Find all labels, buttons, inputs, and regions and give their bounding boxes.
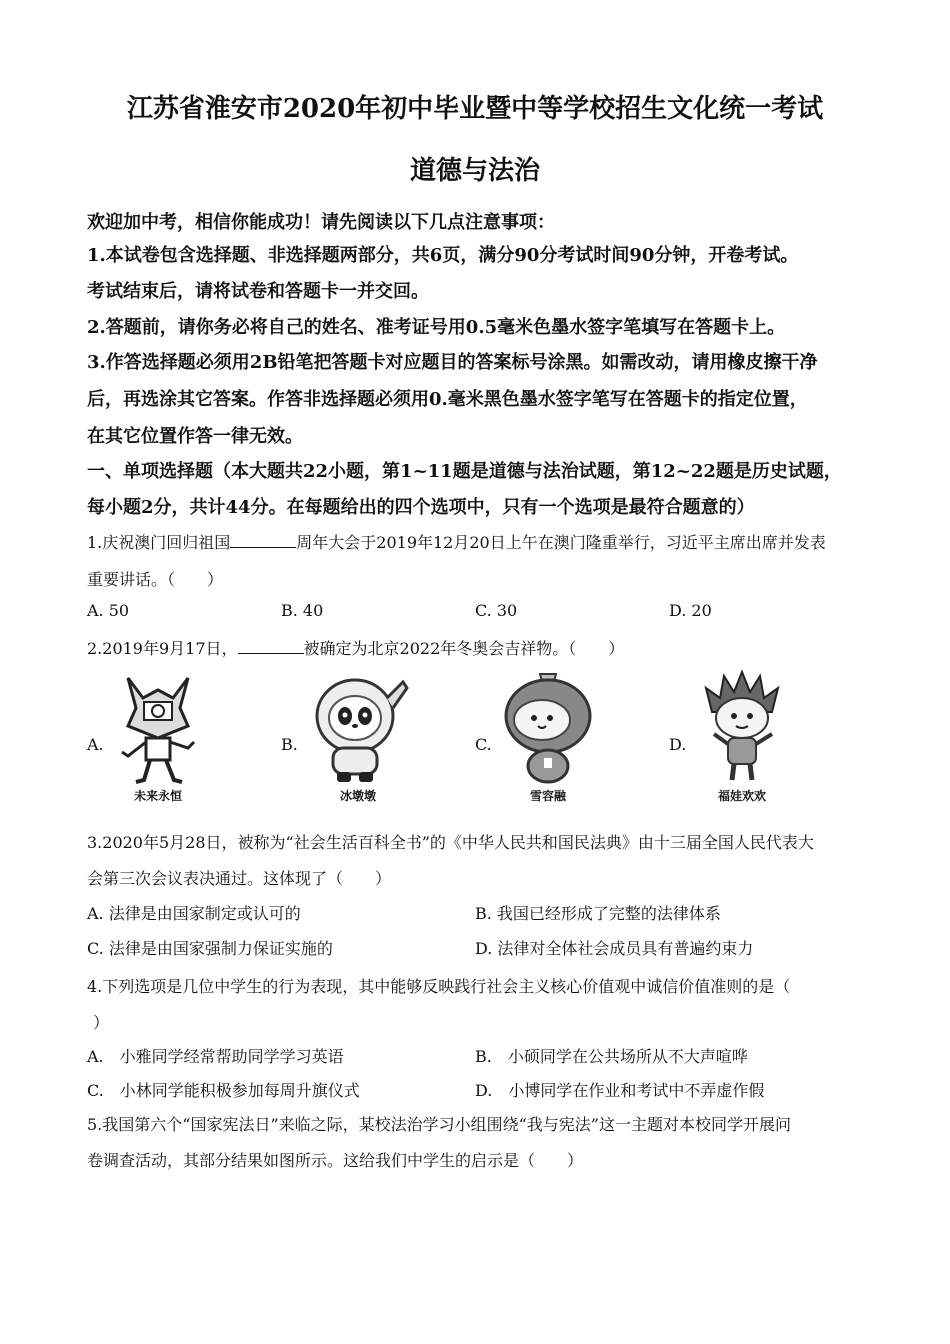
answer-blank bbox=[238, 639, 304, 654]
notice-item-3c: 在其它位置作答一律无效。 bbox=[87, 426, 303, 447]
question-3-line-a: 3.2020年5月28日，被称为“社会生活百科全书”的《中华人民共和国民法典》由十三届全国人民代表大 bbox=[87, 833, 814, 852]
question-1-text-post: 周年大会于2019年12月20日上午在澳门隆重举行，习近平主席出席并发表 bbox=[296, 533, 826, 552]
question-1-text-pre: 1.庆祝澳门回归祖国 bbox=[87, 533, 231, 552]
q1-option-c: C. 30 bbox=[475, 601, 518, 620]
question-2-line bbox=[87, 636, 624, 659]
question-3-line-b: 会第三次会议表决通过。这体现了（ ） bbox=[87, 869, 392, 888]
section-heading-a: 一、单项选择题（本大题共22小题，第1~11题是道德与法治试题，第12~22题是历史试题， bbox=[87, 461, 842, 482]
question-1-line-b: 重要讲话。（ ） bbox=[87, 570, 224, 589]
q3-option-c: C. 法律是由国家强制力保证实施的 bbox=[87, 939, 333, 958]
answer-blank bbox=[230, 533, 296, 548]
mascot-a-caption: 未来永恒 bbox=[133, 789, 182, 803]
notice-item-1a: 1.本试卷包含选择题、非选择题两部分，共6页，满分90分考试时间90分钟，开卷考试。 bbox=[87, 245, 799, 266]
q4-option-d: D. 小博同学在作业和考试中不弄虚作假 bbox=[475, 1081, 765, 1100]
question-4-line-b: ） bbox=[93, 1013, 110, 1032]
question-5-line-a: 5.我国第六个“国家宪法日”来临之际，某校法治学习小组围绕“我与宪法”这一主题对本校同学开展问 bbox=[87, 1115, 791, 1134]
q1-option-b: B. 40 bbox=[281, 601, 324, 620]
mascot-c-caption: 雪容融 bbox=[529, 789, 566, 803]
mascot-a-image bbox=[108, 668, 208, 786]
q2-option-d-label: D. bbox=[669, 735, 687, 754]
notice-item-1b: 考试结束后，请将试卷和答题卡一并交回。 bbox=[87, 281, 429, 302]
question-1-line-a bbox=[87, 530, 826, 553]
subject-title: 道德与法治 bbox=[409, 156, 540, 186]
q4-option-a: A. 小雅同学经常帮助同学学习英语 bbox=[87, 1047, 344, 1066]
q4-option-b: B. 小硕同学在公共场所从不大声喧哗 bbox=[475, 1047, 748, 1066]
q2-option-a-label: A. bbox=[87, 735, 104, 754]
notice-item-3a: 3.作答选择题必须用2B铅笔把答题卡对应题目的答案标号涂黑。如需改动，请用橡皮擦干净 bbox=[87, 352, 818, 373]
mascot-b-caption: 冰墩墩 bbox=[339, 789, 376, 803]
question-2-text-post: 被确定为北京2022年冬奥会吉祥物。（ ） bbox=[303, 639, 625, 658]
q2-option-c-label: C. bbox=[475, 735, 492, 754]
q3-option-b: B. 我国已经形成了完整的法律体系 bbox=[475, 904, 721, 923]
notice-intro: 欢迎加中考，相信你能成功！请先阅读以下几点注意事项： bbox=[87, 212, 555, 233]
q4-option-c: C. 小林同学能积极参加每周升旗仪式 bbox=[87, 1081, 360, 1100]
mascot-d-image bbox=[692, 668, 792, 786]
q1-option-a: A. 50 bbox=[87, 601, 130, 620]
question-4-line-a: 4.下列选项是几位中学生的行为表现，其中能够反映践行社会主义核心价值观中诚信价值准则的是（ bbox=[87, 977, 791, 996]
q3-option-a: A. 法律是由国家制定或认可的 bbox=[87, 904, 301, 923]
notice-item-2: 2.答题前，请你务必将自己的姓名、准考证号用0.5毫米色墨水签字笔填写在答题卡上。 bbox=[87, 317, 786, 338]
section-heading-b: 每小题2分，共计44分。在每题给出的四个选项中，只有一个选项是最符合题意的） bbox=[87, 497, 755, 518]
mascot-d-caption: 福娃欢欢 bbox=[717, 789, 766, 803]
q1-option-d: D. 20 bbox=[669, 601, 712, 620]
notice-item-3b: 后，再选涂其它答案。作答非选择题必须用0.毫米黑色墨水签字笔写在答题卡的指定位置， bbox=[87, 389, 808, 410]
mascot-c-image bbox=[498, 668, 598, 786]
q2-option-b-label: B. bbox=[281, 735, 298, 754]
exam-title: 江苏省淮安市2020年初中毕业暨中等学校招生文化统一考试 bbox=[126, 94, 824, 124]
q3-option-d: D. 法律对全体社会成员具有普遍约束力 bbox=[475, 939, 754, 958]
question-5-line-b: 卷调查活动，其部分结果如图所示。这给我们中学生的启示是（ ） bbox=[87, 1151, 584, 1170]
mascot-b-image bbox=[303, 668, 413, 786]
question-2-text-pre: 2.2019年9月17日， bbox=[87, 639, 238, 658]
